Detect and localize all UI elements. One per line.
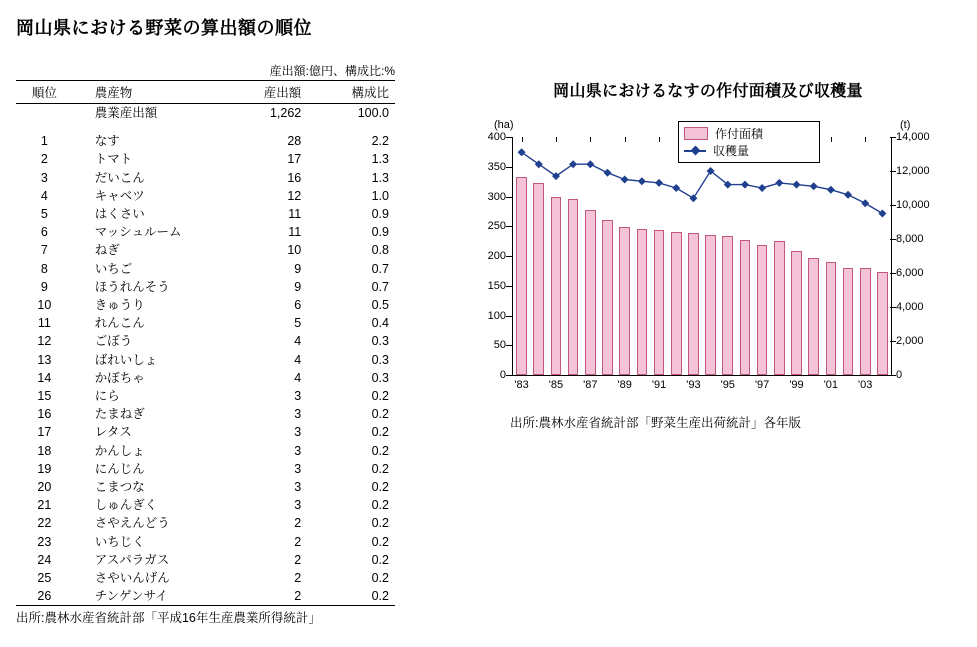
- cell-value: 3: [294, 480, 302, 495]
- y-tick-label: 100: [487, 309, 506, 322]
- cell-rank: 19: [37, 461, 52, 476]
- x-tick-label: '89: [617, 379, 632, 391]
- cell-product: キャベツ: [94, 188, 145, 203]
- cell-share: 1.3: [371, 152, 389, 167]
- cell-rank: 21: [37, 498, 52, 513]
- cell-value: 2: [294, 534, 302, 549]
- cell-rank: 7: [40, 243, 48, 258]
- y2-tick-label: 12,000: [896, 165, 930, 177]
- cell-product: トマト: [94, 152, 133, 167]
- cell-value: 1,262: [269, 106, 302, 120]
- table-row: [16, 405, 395, 423]
- cell-rank: 20: [37, 480, 52, 495]
- legend-item-yield: [684, 142, 814, 159]
- y2-axis-label: (t): [900, 119, 911, 131]
- table-row: [16, 150, 395, 168]
- y-axis-label: (ha): [494, 119, 514, 131]
- rank-table: [16, 80, 395, 606]
- cell-product: ねぎ: [94, 243, 120, 258]
- x-tick-label: '83: [514, 379, 529, 391]
- cell-rank: 24: [37, 552, 52, 567]
- cell-value: 4: [294, 352, 302, 367]
- cell-rank: 12: [37, 334, 52, 349]
- x-tick-label: '01: [823, 379, 839, 391]
- col-product: 農産物: [73, 81, 220, 104]
- cell-product: かんしょ: [94, 443, 145, 458]
- cell-rank: 18: [37, 443, 52, 458]
- table-row: [16, 551, 395, 569]
- cell-value: 9: [294, 261, 302, 276]
- cell-value: 3: [294, 425, 302, 440]
- cell-product: きゅうり: [94, 298, 145, 313]
- legend-item-area: [684, 125, 814, 142]
- cell-rank: [16, 104, 73, 123]
- cell-product: アスパラガス: [94, 552, 170, 567]
- table-row: [16, 278, 395, 296]
- cell-share: 0.2: [371, 425, 389, 440]
- cell-product: だいこん: [94, 170, 145, 185]
- x-tick-label: '99: [789, 379, 804, 391]
- x-tick-label: '95: [720, 379, 735, 391]
- cell-share: 0.3: [371, 352, 389, 367]
- cell-product: いちじく: [94, 534, 145, 549]
- cell-share: 0.7: [371, 261, 389, 276]
- table-row: [16, 351, 395, 369]
- cell-share: 0.2: [371, 534, 389, 549]
- y-tick-label: 150: [487, 279, 506, 292]
- cell-rank: 1: [40, 134, 48, 149]
- table-row: [16, 187, 395, 205]
- cell-share: 0.2: [371, 407, 389, 422]
- cell-rank: 22: [37, 516, 52, 531]
- table-spacer: [16, 122, 395, 132]
- cell-rank: 17: [37, 425, 52, 440]
- cell-rank: 26: [16, 587, 73, 606]
- cell-share: 1.3: [371, 170, 389, 185]
- cell-value: 6: [294, 298, 302, 313]
- x-tick-mark: [522, 137, 523, 142]
- line-marker-icon: [684, 145, 706, 156]
- x-tick-label: '85: [548, 379, 564, 391]
- table-row: [16, 533, 395, 551]
- cell-rank: 6: [40, 225, 48, 240]
- table-row: [16, 205, 395, 223]
- page-title: 岡山県における野菜の算出額の順位: [16, 18, 312, 38]
- cell-product: マッシュルーム: [94, 225, 182, 240]
- cell-product: しゅんぎく: [94, 498, 158, 513]
- table-row: [16, 569, 395, 587]
- table-row: [16, 314, 395, 332]
- cell-product: れんこん: [94, 316, 145, 331]
- y-tick-label: 300: [487, 190, 506, 203]
- x-tick-label: '03: [858, 379, 873, 391]
- cell-rank: 4: [40, 188, 48, 203]
- cell-share: 0.7: [371, 279, 389, 294]
- x-tick-mark: [831, 137, 832, 142]
- y2-tick-label: 4,000: [896, 301, 924, 313]
- cell-value: 4: [294, 334, 302, 349]
- cell-rank: 8: [40, 261, 48, 276]
- cell-share: 0.2: [371, 461, 389, 476]
- cell-share: 0.2: [371, 443, 389, 458]
- y-tick-label: 0: [499, 369, 506, 381]
- y-tick-label: 350: [487, 160, 506, 173]
- table-body: [16, 104, 395, 606]
- table-row: [16, 104, 395, 123]
- cell-value: 16: [287, 170, 302, 185]
- cell-product: ほうれんそう: [94, 279, 170, 294]
- cell-value: 3: [294, 407, 302, 422]
- cell-value: 2: [294, 552, 302, 567]
- col-value: 産出額: [220, 81, 316, 104]
- cell-product: 農業産出額: [94, 106, 158, 120]
- cell-share: 0.9: [371, 207, 389, 222]
- chart-area: [456, 117, 956, 407]
- table-row: [16, 223, 395, 241]
- y2-tick-label: 6,000: [896, 267, 924, 279]
- table-row: [16, 442, 395, 460]
- cell-product: チンゲンサイ: [73, 587, 220, 606]
- cell-product: にんじん: [94, 461, 145, 476]
- cell-product: はくさい: [94, 207, 145, 222]
- cell-value: 3: [294, 443, 302, 458]
- cell-share: 0.3: [371, 370, 389, 385]
- cell-rank: 16: [37, 407, 52, 422]
- cell-product: ばれいしょ: [94, 352, 158, 367]
- cell-share: 100.0: [357, 106, 389, 120]
- cell-share: 0.2: [371, 389, 389, 404]
- cell-value: 9: [294, 279, 302, 294]
- y-tick-label: 250: [487, 220, 506, 233]
- unit-note: 産出額:億円、構成比:%: [269, 64, 395, 78]
- table-row: [16, 478, 395, 496]
- cell-value: 2: [294, 571, 302, 586]
- cell-share: 0.2: [371, 516, 389, 531]
- cell-value: 3: [294, 461, 302, 476]
- cell-product: さやえんどう: [94, 516, 170, 531]
- cell-share: 0.2: [315, 587, 395, 606]
- cell-value: 11: [288, 225, 302, 240]
- y-tick-label: 400: [487, 131, 506, 143]
- cell-share: 0.2: [371, 552, 389, 567]
- x-tick-mark: [590, 137, 591, 142]
- table-row: [16, 387, 395, 405]
- chart-panel: [452, 78, 964, 431]
- cell-rank: 11: [37, 316, 51, 331]
- cell-value: 2: [220, 587, 316, 606]
- cell-value: 28: [287, 134, 302, 149]
- cell-product: かぼちゃ: [94, 370, 145, 385]
- cell-value: 11: [288, 207, 302, 222]
- cell-share: 0.9: [371, 225, 389, 240]
- bar-swatch-icon: [684, 127, 708, 140]
- cell-product: いちご: [94, 261, 133, 276]
- cell-product: にら: [94, 389, 120, 404]
- y2-tick-label: 10,000: [896, 199, 930, 211]
- x-tick-label: '87: [583, 379, 598, 391]
- cell-product: なす: [94, 134, 120, 149]
- table-row: [16, 423, 395, 441]
- cell-value: 2: [294, 516, 302, 531]
- cell-share: 2.2: [371, 134, 389, 149]
- cell-rank: 14: [37, 370, 52, 385]
- cell-value: 5: [294, 316, 302, 331]
- cell-share: 0.2: [371, 480, 389, 495]
- cell-rank: 9: [40, 279, 48, 294]
- cell-value: 17: [287, 152, 302, 167]
- y2-tick-label: 2,000: [896, 335, 924, 347]
- table-header-row: [16, 81, 395, 104]
- cell-value: 3: [294, 389, 302, 404]
- cell-value: 3: [294, 498, 302, 513]
- cell-value: 10: [287, 243, 302, 258]
- y-tick-label: 50: [493, 339, 506, 352]
- cell-rank: 10: [37, 298, 52, 313]
- source-note-chart: 出所:農林水産省統計部「野菜生産出荷統計」各年版: [510, 416, 801, 430]
- y2-tick-label: 8,000: [896, 233, 924, 245]
- x-tick-mark: [659, 137, 660, 142]
- cell-product: レタス: [94, 425, 132, 440]
- table-row: [16, 296, 395, 314]
- cell-rank: 23: [37, 534, 52, 549]
- cell-rank: 2: [40, 152, 48, 167]
- rank-panel: [16, 14, 416, 626]
- table-row: [16, 169, 395, 187]
- chart-title: 岡山県におけるなすの作付面積及び収穫量: [553, 83, 863, 100]
- table-row: [16, 260, 395, 278]
- table-row: [16, 514, 395, 532]
- x-tick-mark: [625, 137, 626, 142]
- table-row: [16, 369, 395, 387]
- cell-value: 4: [294, 370, 302, 385]
- y2-tick-label: 14,000: [896, 131, 930, 143]
- y2-tick-label: 0: [896, 369, 903, 381]
- cell-share: 0.3: [371, 334, 389, 349]
- x-tick-label: '91: [651, 379, 667, 391]
- table-row: [16, 241, 395, 259]
- cell-share: 0.4: [371, 316, 389, 331]
- cell-rank: 13: [37, 352, 52, 367]
- plot-region: [512, 137, 892, 391]
- line-series: [513, 137, 891, 375]
- cell-rank: 25: [37, 571, 52, 586]
- cell-share: 0.2: [371, 571, 389, 586]
- cell-product: こまつな: [94, 480, 145, 495]
- cell-product: ごぼう: [94, 334, 133, 349]
- table-row: [16, 132, 395, 150]
- col-rank: 順位: [16, 81, 73, 104]
- cell-share: 0.8: [371, 243, 389, 258]
- cell-rank: 15: [37, 389, 52, 404]
- table-row: [16, 332, 395, 350]
- x-tick-label: '97: [754, 379, 770, 391]
- cell-rank: 3: [40, 170, 48, 185]
- table-row: [16, 460, 395, 478]
- cell-value: 12: [287, 188, 302, 203]
- col-share: 構成比: [315, 81, 395, 104]
- cell-share: 0.2: [371, 498, 389, 513]
- spacer-cell: [16, 122, 395, 132]
- cell-share: 1.0: [371, 188, 389, 203]
- y-tick-label: 200: [487, 250, 506, 262]
- cell-product: たまねぎ: [94, 407, 145, 422]
- cell-share: 0.5: [371, 298, 389, 313]
- chart-legend: [678, 121, 820, 163]
- legend-label-yield: 収穫量: [713, 144, 750, 158]
- x-tick-label: '93: [686, 379, 701, 391]
- table-row: [16, 587, 395, 606]
- x-tick-mark: [865, 137, 866, 142]
- source-note-left: 出所:農林水産省統計部「平成16年生産農業所得統計」: [16, 611, 321, 626]
- table-row: [16, 496, 395, 514]
- cell-rank: 5: [40, 207, 48, 222]
- cell-product: さやいんげん: [94, 571, 170, 586]
- x-tick-mark: [556, 137, 557, 142]
- legend-label-area: 作付面積: [715, 127, 764, 141]
